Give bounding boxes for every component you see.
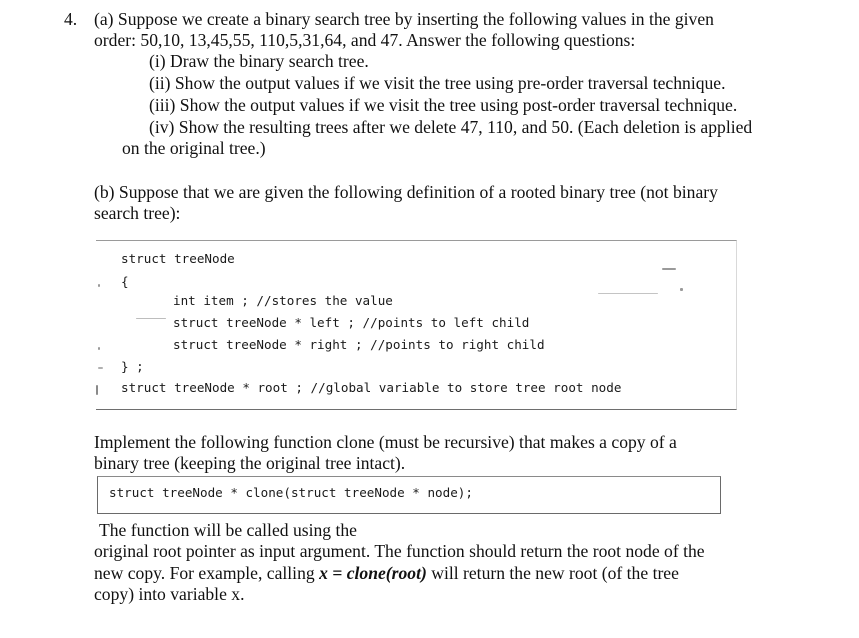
part-a-item-i: (i) Draw the binary search tree.: [149, 51, 369, 71]
description-line-1: original root pointer as input argument. The function should return the root node of the: [94, 541, 705, 561]
part-a-item-iv: (iv) Show the resulting trees after we delete 47, 110, and 50. (Each deletion is applied: [149, 117, 753, 137]
part-a-continuation: on the original tree.): [122, 138, 266, 158]
code-line-struct: struct treeNode: [121, 251, 235, 266]
code-line-close-brace: } ;: [121, 359, 144, 374]
scan-speck: [98, 347, 100, 350]
part-b-line-1: (b) Suppose that we are given the following definition of a rooted binary tree (not binary: [94, 182, 718, 202]
code-line-root: struct treeNode * root ; //global variable to store tree root node: [121, 380, 622, 395]
code-line-left: struct treeNode * left ; //points to left child: [173, 315, 530, 330]
description-line-2: [94, 563, 679, 584]
question-number: 4.: [64, 9, 78, 29]
part-a-item-ii: (ii) Show the output values if we visit the tree using pre-order traversal technique.: [149, 73, 726, 93]
code-line-open-brace: {: [121, 274, 129, 289]
description-line-2-post: will return the new root (of the tree: [426, 563, 679, 583]
scan-speck: [680, 288, 683, 291]
part-a-line-2: order: 50,10, 13,45,55, 110,5,31,64, and 47. Answer the following questions:: [94, 30, 636, 50]
part-a-item-iii: (iii) Show the output values if we visit the tree using post-order traversal technique.: [149, 95, 738, 115]
part-a-line-1: (a) Suppose we create a binary search tree by inserting the following values in the given: [94, 9, 714, 29]
implement-line-2: binary tree (keeping the original tree intact).: [94, 453, 406, 473]
scan-speck: [662, 268, 676, 270]
description-line-2-pre: new copy. For example, calling: [94, 563, 320, 583]
scan-speck: [98, 367, 103, 369]
function-signature: struct treeNode * clone(struct treeNode * node);: [109, 485, 473, 500]
scan-speck: [98, 284, 100, 287]
scan-speck: [96, 385, 98, 395]
description-line-3: copy) into variable x.: [94, 584, 245, 604]
part-b-line-2: search tree):: [94, 203, 181, 223]
scan-speck: [598, 293, 658, 294]
implement-line-1: Implement the following function clone (must be recursive) that makes a copy of a: [94, 432, 677, 452]
code-line-right: struct treeNode * right ; //points to right child: [173, 337, 545, 352]
description-line-2-code: x = clone(root): [319, 563, 427, 583]
scan-speck: [136, 318, 166, 319]
code-line-item: int item ; //stores the value: [173, 293, 393, 308]
called-line: The function will be called using the: [99, 520, 357, 540]
